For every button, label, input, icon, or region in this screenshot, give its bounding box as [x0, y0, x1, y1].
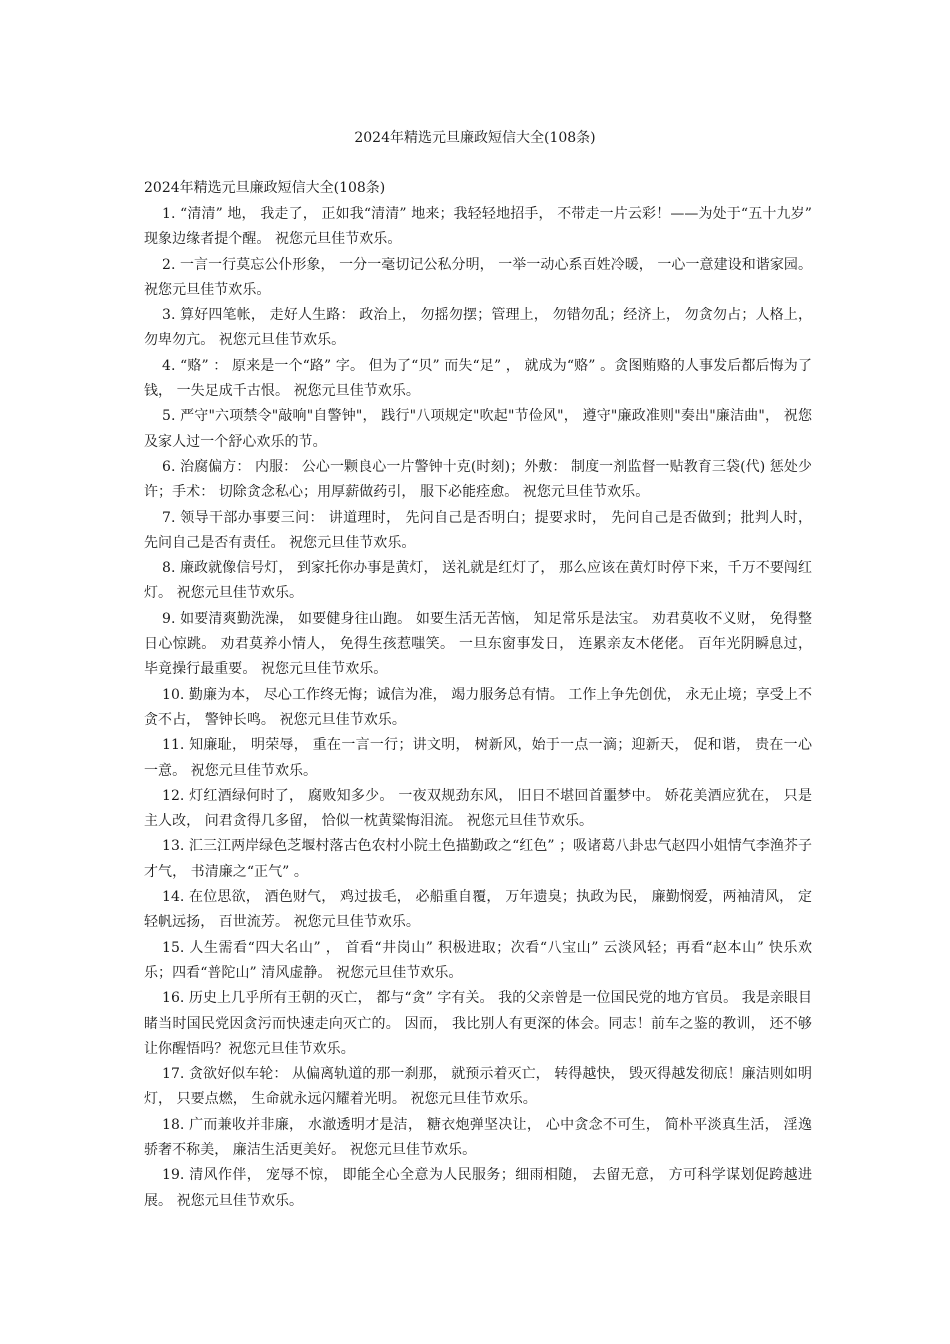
list-item: 1. “清清” 地， 我走了， 正如我“清清” 地来；我轻轻地招手， 不带走一片云彩！——为处于“五十九岁” 现象边缘者提个醒。 祝您元旦佳节欢乐。	[144, 206, 812, 248]
list-item: 2. 一言一行莫忘公仆形象， 一分一毫切记公私分明， 一举一动心系百姓冷暖， 一心一意建设和谐家园。 祝您元旦佳节欢乐。	[144, 256, 812, 298]
list-item: 16. 历史上几乎所有王朝的灭亡， 都与“贪” 字有关。 我的父亲曾是一位国民党的地方官员。 我是亲眼目睹当时国民党因贪污而快速走向灭亡的。 因而， 我比别人有更深的体会。同志！前车之鉴的教训， 还不够让你醒悟吗？祝您元旦佳节欢乐。	[144, 990, 812, 1057]
list-item: 15. 人生需看“四大名山” ， 首看“井岗山” 积极进取；次看“八宝山” 云淡风轻；再看“赵本山” 快乐欢乐；四看“普陀山” 清风虚静。 祝您元旦佳节欢乐。	[144, 939, 812, 981]
list-item: 12. 灯红酒绿何时了， 腐败知多少。 一夜双规劲东风， 旧日不堪回首噩梦中。 娇花美酒应犹在， 只是主人改， 问君贪得几多留， 恰似一枕黄粱悔泪流。 祝您元旦佳节欢乐。	[144, 787, 812, 830]
list-item: 14. 在位思欲， 酒色财气， 鸡过拔毛， 必船重自覆， 万年遗臭；执政为民， 廉勤悯爱，两袖清风， 定轻帆远扬， 百世流芳。 祝您元旦佳节欢乐。	[144, 889, 812, 931]
list-item: 8. 廉政就像信号灯， 到家托你办事是黄灯， 送礼就是红灯了， 那么应该在黄灯时停下来，千万不要闯红灯。 祝您元旦佳节欢乐。	[144, 560, 812, 602]
list-item: 6. 治腐偏方： 内服： 公心一颗良心一片警钟十克(时刻)；外敷： 制度一剂监督一贴教育三袋(代) 惩处少许；手术： 切除贪念私心；用厚薪做药引， 服下必能痊愈。 祝您元旦佳节欢乐。	[144, 458, 812, 501]
list-item: 11. 知廉耻， 明荣辱， 重在一言一行；讲文明， 树新风，始于一点一滴；迎新天， 促和谐， 贵在一心一意。 祝您元旦佳节欢乐。	[144, 737, 812, 779]
document-body	[144, 177, 812, 1214]
list-item: 4. “赂” ： 原来是一个“路” 字。 但为了“贝” 而失“足” ， 就成为“赂” 。贪图贿赂的人事发后都后悔为了钱， 一失足成千古恨。 祝您元旦佳节欢乐。	[144, 357, 812, 400]
list-item: 17. 贪欲好似车轮： 从偏离轨道的那一刹那， 就预示着灭亡， 转得越快， 毁灭得越发彻底！廉洁则如明灯， 只要点燃， 生命就永远闪耀着光明。 祝您元旦佳节欢乐。	[144, 1066, 812, 1108]
list-item: 10. 勤廉为本， 尽心工作终无悔；诚信为准， 竭力服务总有情。 工作上争先创优， 永无止境；享受上不贪不占， 警钟长鸣。 祝您元旦佳节欢乐。	[144, 686, 812, 728]
list-item: 7. 领导干部办事要三问： 讲道理时， 先问自己是否明白；提要求时， 先问自己是否做到；批判人时， 先问自己是否有责任。 祝您元旦佳节欢乐。	[144, 509, 812, 551]
sms-list	[144, 202, 812, 1214]
list-item: 5. 严守"六项禁令"敲响"自警钟"， 践行"八项规定"吹起"节俭风"， 遵守"廉政准则"奏出"廉洁曲"， 祝您及家人过一个舒心欢乐的节。	[144, 408, 812, 450]
list-item: 13. 汇三江两岸绿色芝堰村落古色农村小院土色描勤政之“红色” ；吸诸葛八卦忠气赵四小姐情气李渔芥子才气， 书清廉之“正气” 。	[144, 838, 812, 880]
list-item: 18. 广而兼收并非廉， 水澈透明才是洁， 糖衣炮弹坚决让， 心中贪念不可生， 简朴平淡真生活， 淫逸骄奢不称美， 廉洁生活更美好。 祝您元旦佳节欢乐。	[144, 1116, 812, 1158]
page-title: 2024年精选元旦廉政短信大全(108条)	[354, 130, 596, 146]
list-item: 19. 清风作伴， 宠辱不惊， 即能全心全意为人民服务；细雨相随， 去留无意， 方可科学谋划促跨越进展。 祝您元旦佳节欢乐。	[144, 1167, 812, 1209]
document-subtitle: 2024年精选元旦廉政短信大全(108条)	[144, 180, 386, 196]
list-item: 3. 算好四笔帐， 走好人生路： 政治上， 勿摇勿摆；管理上， 勿错勿乱；经济上， 勿贪勿占；人格上， 勿卑勿亢。 祝您元旦佳节欢乐。	[144, 307, 812, 349]
list-item: 9. 如要清爽勤洗澡， 如要健身往山跑。 如要生活无苦恼， 知足常乐是法宝。 劝君莫收不义财， 免得整日心惊跳。 劝君莫养小情人， 免得生孩惹嗤笑。 一旦东窗事发日， 连累亲友木佬佬。 百年光阴瞬息过， 毕竟操行最重要。 祝您元旦佳节欢乐。	[144, 610, 812, 678]
